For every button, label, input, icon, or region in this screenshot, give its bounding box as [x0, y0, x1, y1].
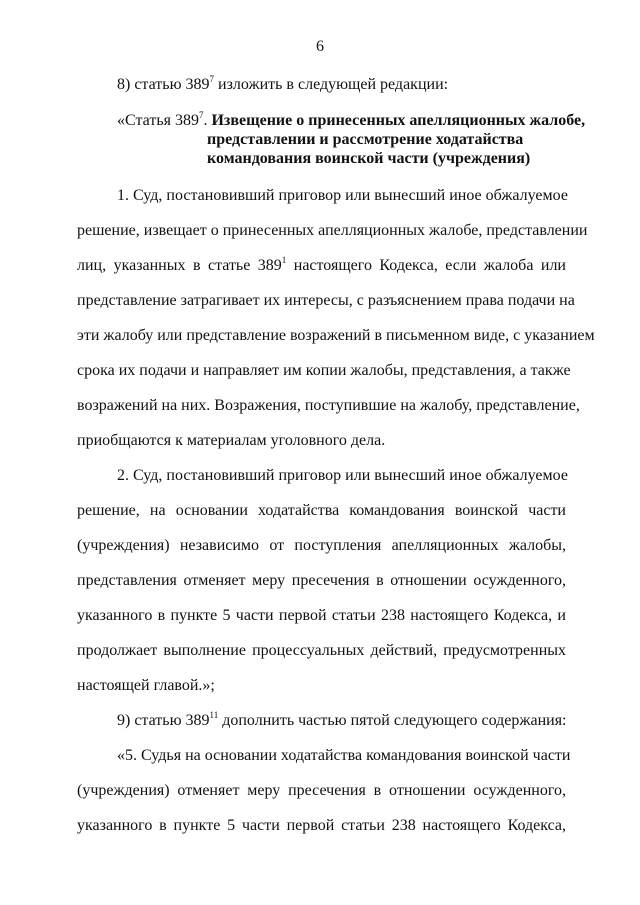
- article-title-line: командования воинской части (учреждения): [207, 150, 531, 167]
- article-title-line: представлении и рассмотрение ходатайства: [207, 131, 524, 148]
- para-1-line: возражений на них. Возражения, поступившие на жалобу, представление,: [77, 397, 580, 414]
- para-2-line: решение, на основании ходатайства командования воинской части: [77, 502, 566, 519]
- para-2-line: продолжает выполнение процессуальных действий, предусмотренных: [77, 642, 566, 659]
- para-2-line: настоящей главой.»;: [77, 677, 215, 694]
- para-1-line: срока их подачи и направляет им копии жалобы, представления, а также: [77, 362, 571, 379]
- item-8-line: 8) статью $389^7$ изложить в следующей редакции:: [117, 73, 449, 93]
- page-number: 6: [316, 38, 324, 55]
- para-3-line: (учреждения) отменяет меру пресечения в отношении осужденного,: [77, 782, 566, 799]
- para-2-line: 2. Суд, постановивший приговор или вынесший иное обжалуемое: [117, 467, 568, 484]
- article-heading-line-1: [117, 109, 586, 131]
- para-2-line: указанного в пункте 5 части первой статьи 238 настоящего Кодекса, и: [77, 607, 566, 624]
- para-3-line: «5. Судья на основании ходатайства командования воинской части: [117, 747, 571, 764]
- para-1-line: решение, извещает о принесенных апелляционных жалобе, представлении: [77, 222, 588, 239]
- article-label: «Статья $389^7$.: [117, 109, 212, 129]
- para-1-line: 1. Суд, постановивший приговор или вынесший иное обжалуемое: [117, 187, 568, 204]
- para-1-line: лиц, указанных в статье $389^1$ настоящего Кодекса, если жалоба или: [77, 254, 566, 274]
- para-2-line: (учреждения) независимо от поступления апелляционных жалобы,: [77, 537, 566, 554]
- article-title-line: Извещение о принесенных апелляционных жалобе,: [211, 112, 586, 129]
- para-2-line: представления отменяет меру пресечения в отношении осужденного,: [77, 572, 566, 589]
- para-1-line: представление затрагивает их интересы, с разъяснением права подачи на: [77, 292, 575, 309]
- para-1-line: эти жалобу или представление возражений в письменном виде, с указанием: [77, 327, 595, 344]
- item-9-line: 9) статью $389^{11}$ дополнить частью пятой следующего содержания:: [117, 709, 567, 729]
- para-3-line: указанного в пункте 5 части первой статьи 238 настоящего Кодекса,: [77, 817, 566, 834]
- para-1-line: приобщаются к материалам уголовного дела.: [77, 432, 386, 449]
